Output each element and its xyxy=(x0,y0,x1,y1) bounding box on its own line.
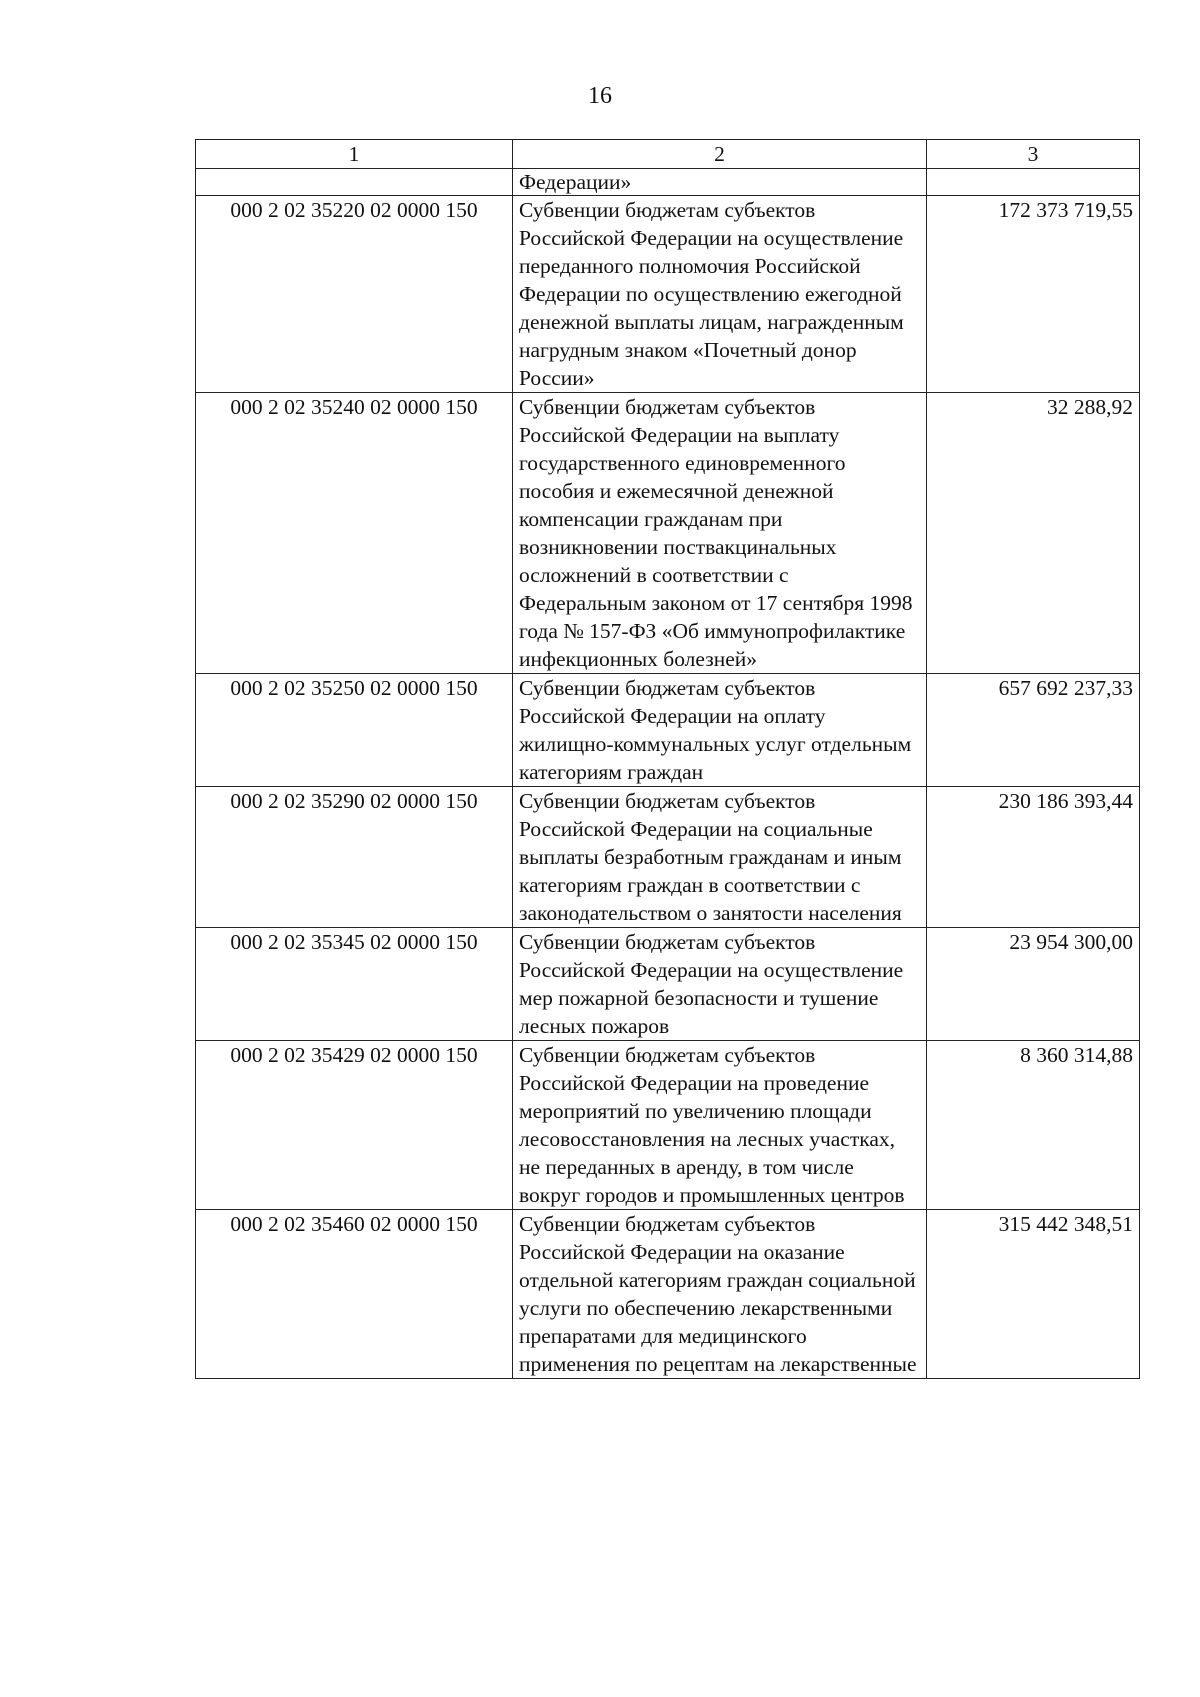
table-row xyxy=(196,393,1140,674)
row-code: 000 2 02 35345 02 0000 150 xyxy=(196,928,513,1041)
row-code: 000 2 02 35220 02 0000 150 xyxy=(196,196,513,393)
continuation-code-cell xyxy=(196,169,513,196)
continuation-description-cell: Федерации» xyxy=(513,169,927,196)
table-header-row xyxy=(196,140,1140,169)
row-description: Субвенции бюджетам субъектов Российской Федерации на оказание отдельной категориям граждан социальной услуги по обеспечению лекарственными препаратами для медицинского применения по рецептам на лекарственные xyxy=(513,1210,927,1379)
column-header-description: 2 xyxy=(513,140,927,169)
row-amount: 230 186 393,44 xyxy=(927,787,1140,928)
table-row xyxy=(196,674,1140,787)
table-row xyxy=(196,928,1140,1041)
row-amount: 315 442 348,51 xyxy=(927,1210,1140,1379)
column-header-code: 1 xyxy=(196,140,513,169)
row-description: Субвенции бюджетам субъектов Российской Федерации на осуществление мер пожарной безопасности и тушение лесных пожаров xyxy=(513,928,927,1041)
row-amount: 172 373 719,55 xyxy=(927,196,1140,393)
column-header-amount: 3 xyxy=(927,140,1140,169)
row-description: Субвенции бюджетам субъектов Российской Федерации на проведение мероприятий по увеличению площади лесовосстановления на лесных участках, не переданных в аренду, в том числе вокруг городов и промышленных центров xyxy=(513,1041,927,1210)
page-number: 16 xyxy=(588,83,612,109)
continuation-row xyxy=(196,169,1140,196)
row-amount: 32 288,92 xyxy=(927,393,1140,674)
row-code: 000 2 02 35429 02 0000 150 xyxy=(196,1041,513,1210)
row-amount: 657 692 237,33 xyxy=(927,674,1140,787)
row-description: Субвенции бюджетам субъектов Российской Федерации на выплату государственного единовременного пособия и ежемесячной денежной компенсации гражданам при возникновении поствакцинальных осложнений в соответствии с Федеральным законом от 17 сентября 1998 года № 157-ФЗ «Об иммунопрофилактике инфекционных болезней» xyxy=(513,393,927,674)
row-code: 000 2 02 35240 02 0000 150 xyxy=(196,393,513,674)
budget-table-container xyxy=(195,139,1139,1379)
table-row xyxy=(196,787,1140,928)
row-code: 000 2 02 35250 02 0000 150 xyxy=(196,674,513,787)
row-amount: 8 360 314,88 xyxy=(927,1041,1140,1210)
table-row xyxy=(196,1210,1140,1379)
continuation-amount-cell xyxy=(927,169,1140,196)
row-description: Субвенции бюджетам субъектов Российской Федерации на оплату жилищно-коммунальных услуг отдельным категориям граждан xyxy=(513,674,927,787)
row-code: 000 2 02 35460 02 0000 150 xyxy=(196,1210,513,1379)
row-description: Субвенции бюджетам субъектов Российской Федерации на социальные выплаты безработным гражданам и иным категориям граждан в соответствии с законодательством о занятости населения xyxy=(513,787,927,928)
row-amount: 23 954 300,00 xyxy=(927,928,1140,1041)
table-row xyxy=(196,196,1140,393)
row-code: 000 2 02 35290 02 0000 150 xyxy=(196,787,513,928)
row-description: Субвенции бюджетам субъектов Российской Федерации на осуществление переданного полномочия Российской Федерации по осуществлению ежегодной денежной выплаты лицам, награжденным нагрудным знаком «Почетный донор России» xyxy=(513,196,927,393)
table-row xyxy=(196,1041,1140,1210)
budget-table xyxy=(195,139,1140,1379)
